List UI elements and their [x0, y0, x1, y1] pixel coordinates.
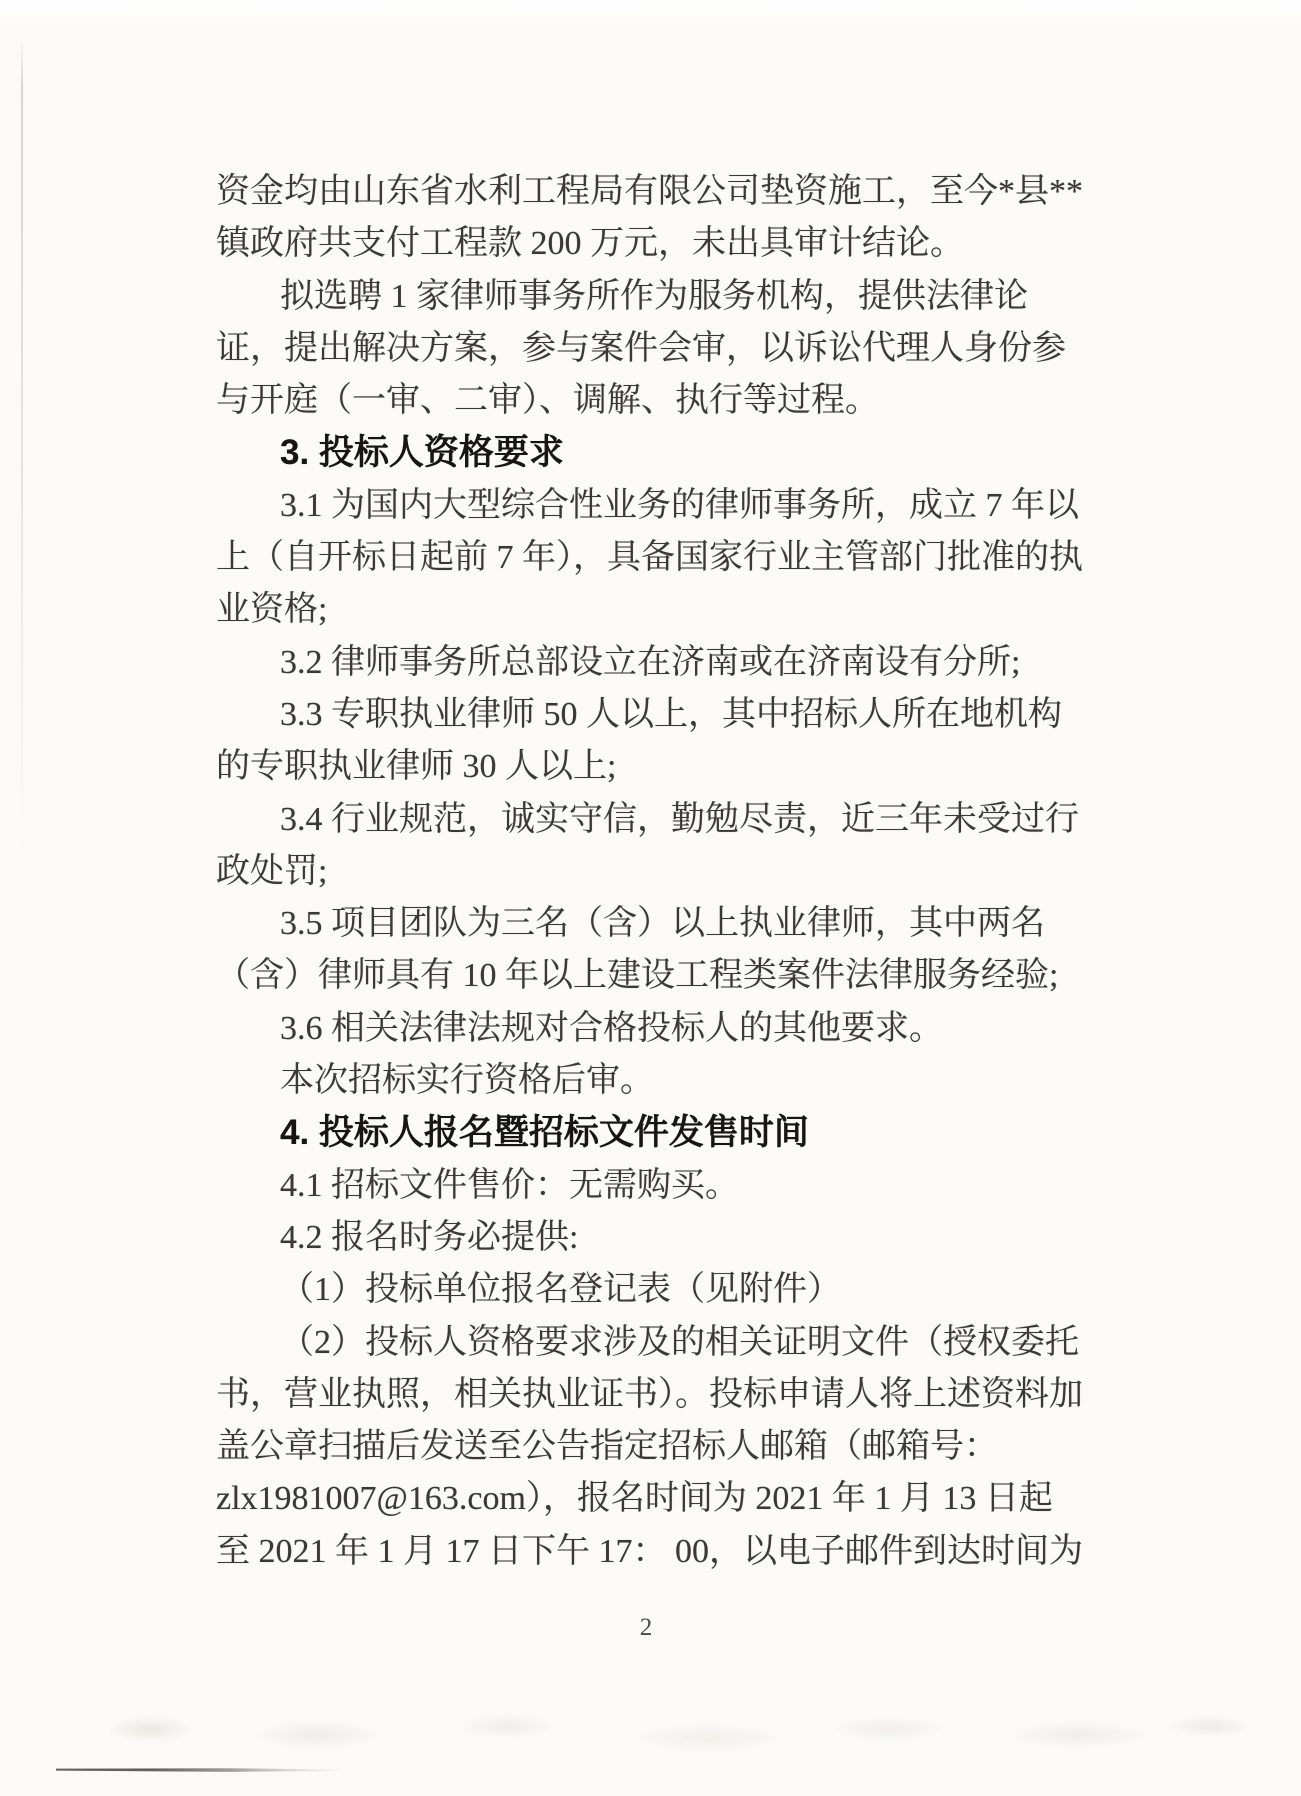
section-heading-3: 3. 投标人资格要求: [280, 433, 564, 473]
text-line: 4.2 报名时务必提供:: [280, 1218, 579, 1256]
text-line: 3.5 项目团队为三名（含）以上执业律师，其中两名: [280, 905, 1045, 943]
text-line: 至 2021 年 1 月 17 日下午 17： 00，以电子邮件到达时间为: [216, 1532, 1083, 1570]
text-line: （含）律师具有 10 年以上建设工程类案件法律服务经验;: [216, 957, 1059, 995]
text-line: 政处罚;: [216, 852, 328, 890]
text-line: 与开庭（一审、二审）、调解、执行等过程。: [216, 382, 879, 420]
text-line: 业资格;: [216, 591, 328, 629]
text-line: 拟选聘 1 家律师事务所作为服务机构，提供法律论: [280, 277, 1028, 315]
text-line: （2）投标人资格要求涉及的相关证明文件（授权委托: [280, 1323, 1079, 1361]
text-line: 3.3 专职执业律师 50 人以上，其中招标人所在地机构: [280, 695, 1062, 733]
scan-artifact-top-band: [0, 0, 1301, 38]
text-line: 证，提出解决方案，参与案件会审，以诉讼代理人身份参: [216, 329, 1066, 367]
text-line: （1）投标单位报名登记表（见附件）: [280, 1271, 841, 1309]
text-line: 的专职执业律师 30 人以上;: [216, 748, 617, 786]
document-body: [216, 166, 1096, 1578]
text-line: 盖公章扫描后发送至公告指定招标人邮箱（邮箱号：: [216, 1428, 998, 1466]
text-line: 资金均由山东省水利工程局有限公司垫资施工，至今*县**: [216, 173, 1083, 210]
scan-artifact-smudge: [55, 1703, 1245, 1761]
text-line: 3.1 为国内大型综合性业务的律师事务所，成立 7 年以: [280, 486, 1079, 524]
page-number: 2: [639, 1614, 653, 1641]
text-line: 3.4 行业规范，诚实守信，勤勉尽责，近三年未受过行: [280, 800, 1079, 838]
email-text-line: zlx1981007@163.com），报名时间为 2021 年 1 月 13 日起: [216, 1480, 1053, 1518]
text-line: 镇政府共支付工程款 200 万元，未出具审计结论。: [216, 225, 964, 263]
section-heading-4: 4. 投标人报名暨招标文件发售时间: [280, 1113, 809, 1153]
text-line: 上（自开标日起前 7 年），具备国家行业主管部门批准的执: [216, 539, 1083, 577]
text-line: 本次招标实行资格后审。: [280, 1062, 654, 1100]
scan-artifact-scratch-line: [56, 1768, 376, 1773]
text-line: 4.1 招标文件售价：无需购买。: [280, 1166, 739, 1204]
text-line: 3.6 相关法律法规对合格投标人的其他要求。: [280, 1009, 943, 1047]
text-line: 书，营业执照，相关执业证书）。投标申请人将上述资料加: [216, 1375, 1083, 1413]
text-line: 3.2 律师事务所总部设立在济南或在济南设有分所;: [280, 643, 1021, 681]
scan-artifact-edge-line: [21, 38, 23, 868]
